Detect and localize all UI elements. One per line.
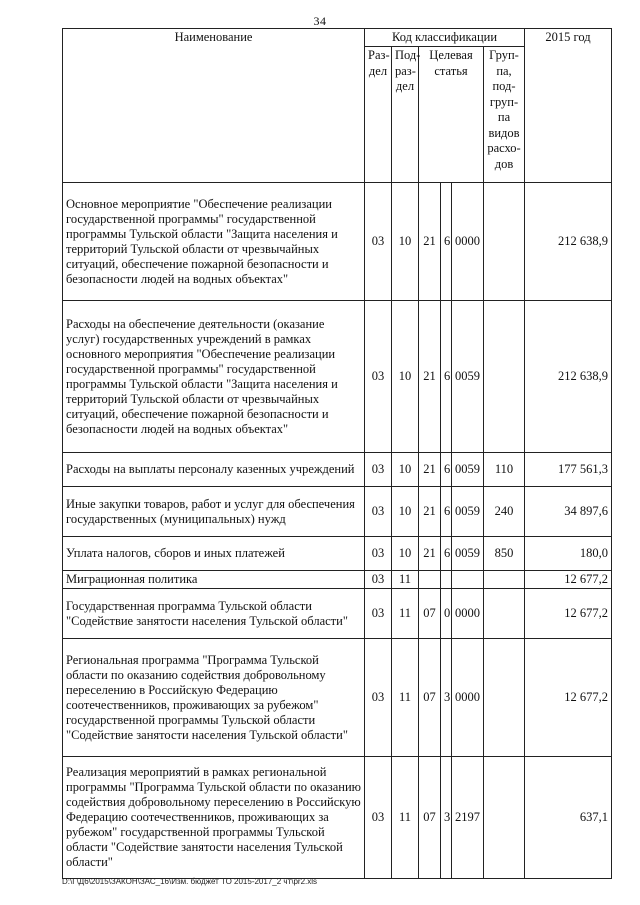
header-code-group: Код классификации <box>365 29 525 47</box>
row-target-subprogram: 3 <box>441 757 452 879</box>
page-number: 34 <box>313 14 327 28</box>
header-name: Наименование <box>63 29 365 183</box>
row-section: 03 <box>365 757 392 879</box>
row-amount: 637,1 <box>525 757 612 879</box>
row-name: Расходы на обеспечение деятельности (оказание услуг) государственных учреждений в рамках основного мероприятия "Обеспечение реализации государственной программы" государственной программы Тульской области "Защита населения и территорий Тульской области от чрезвычайных ситуаций, обеспечение пожарной безопасности и безопасности людей на водных объектах" <box>63 301 365 453</box>
header-target-item: Целевая статья <box>419 47 484 183</box>
row-target-program: 21 <box>419 301 441 453</box>
row-expense-group <box>484 757 525 879</box>
row-name: Реализация мероприятий в рамках региональной программы "Программа Тульской области по оказанию содействия добровольному переселению в Российскую Федерацию соотечественников, проживающих за рубежом" государственной программы Тульской области "Содействие занятости населения Тульской области" <box>63 757 365 879</box>
row-target-direction: 0059 <box>452 487 484 537</box>
row-target-subprogram: 6 <box>441 301 452 453</box>
row-section: 03 <box>365 589 392 639</box>
row-amount: 12 677,2 <box>525 589 612 639</box>
row-target-subprogram: 0 <box>441 589 452 639</box>
row-target-program: 07 <box>419 589 441 639</box>
row-target-direction: 0059 <box>452 301 484 453</box>
row-target-subprogram <box>441 571 452 589</box>
header-expense-group: Груп- па, под- груп- па видов расхо- дов <box>484 47 525 183</box>
table-row <box>63 537 612 571</box>
row-target-program <box>419 571 441 589</box>
row-target-subprogram: 6 <box>441 183 452 301</box>
row-name: Уплата налогов, сборов и иных платежей <box>63 537 365 571</box>
row-amount: 12 677,2 <box>525 571 612 589</box>
row-amount: 177 561,3 <box>525 453 612 487</box>
row-expense-group <box>484 589 525 639</box>
row-subsection: 11 <box>392 757 419 879</box>
row-target-direction: 0059 <box>452 537 484 571</box>
row-target-program: 21 <box>419 453 441 487</box>
row-expense-group <box>484 301 525 453</box>
row-target-program: 21 <box>419 487 441 537</box>
table-row <box>63 571 612 589</box>
row-section: 03 <box>365 639 392 757</box>
row-name: Миграционная политика <box>63 571 365 589</box>
row-subsection: 10 <box>392 537 419 571</box>
row-section: 03 <box>365 183 392 301</box>
header-year: 2015 год <box>525 29 612 183</box>
row-amount: 180,0 <box>525 537 612 571</box>
row-target-direction: 0000 <box>452 589 484 639</box>
row-amount: 212 638,9 <box>525 183 612 301</box>
row-expense-group <box>484 183 525 301</box>
row-amount: 12 677,2 <box>525 639 612 757</box>
table-row <box>63 757 612 879</box>
row-target-subprogram: 6 <box>441 453 452 487</box>
row-target-subprogram: 6 <box>441 537 452 571</box>
row-expense-group: 110 <box>484 453 525 487</box>
header-section: Раз- дел <box>365 47 392 183</box>
table-row <box>63 589 612 639</box>
row-target-direction: 0000 <box>452 183 484 301</box>
row-name: Иные закупки товаров, работ и услуг для обеспечения государственных (муниципальных) нужд <box>63 487 365 537</box>
row-subsection: 11 <box>392 639 419 757</box>
table-row <box>63 639 612 757</box>
row-subsection: 11 <box>392 589 419 639</box>
table-row <box>63 487 612 537</box>
row-target-direction: 0059 <box>452 453 484 487</box>
table-row <box>63 453 612 487</box>
row-expense-group: 240 <box>484 487 525 537</box>
header-subsection: Под- раз- дел <box>392 47 419 183</box>
row-amount: 34 897,6 <box>525 487 612 537</box>
row-target-program: 21 <box>419 183 441 301</box>
row-target-program: 07 <box>419 757 441 879</box>
row-section: 03 <box>365 487 392 537</box>
row-name: Государственная программа Тульской области "Содействие занятости населения Тульской области" <box>63 589 365 639</box>
row-subsection: 11 <box>392 571 419 589</box>
row-name: Основное мероприятие "Обеспечение реализации государственной программы" государственной программы Тульской области "Защита населения и территорий Тульской области от чрезвычайных ситуаций, обеспечение пожарной безопасности и безопасности людей на водных объектах" <box>63 183 365 301</box>
row-section: 03 <box>365 571 392 589</box>
row-subsection: 10 <box>392 487 419 537</box>
row-name: Расходы на выплаты персоналу казенных учреждений <box>63 453 365 487</box>
row-target-subprogram: 6 <box>441 487 452 537</box>
row-section: 03 <box>365 537 392 571</box>
budget-table <box>62 28 612 879</box>
row-target-program: 21 <box>419 537 441 571</box>
row-target-subprogram: 3 <box>441 639 452 757</box>
row-amount: 212 638,9 <box>525 301 612 453</box>
file-path-footer: D:\Г\Д6\2015\ЗАКОН\ЗАС_16\Изм. бюджет ТО 2015-2017_2 чт\pr2.xls <box>62 877 318 886</box>
header-row-1 <box>63 29 612 47</box>
row-subsection: 10 <box>392 183 419 301</box>
row-target-direction: 2197 <box>452 757 484 879</box>
row-subsection: 10 <box>392 453 419 487</box>
row-expense-group: 850 <box>484 537 525 571</box>
table-row <box>63 301 612 453</box>
row-target-direction: 0000 <box>452 639 484 757</box>
row-target-program: 07 <box>419 639 441 757</box>
row-section: 03 <box>365 301 392 453</box>
row-expense-group <box>484 639 525 757</box>
table-row <box>63 183 612 301</box>
row-expense-group <box>484 571 525 589</box>
row-name: Региональная программа "Программа Тульской области по оказанию содействия добровольному переселению в Российскую Федерацию соотечественников, проживающих за рубежом" государственной программы Тульской области "Содействие занятости населения Тульской области" <box>63 639 365 757</box>
row-section: 03 <box>365 453 392 487</box>
row-subsection: 10 <box>392 301 419 453</box>
row-target-direction <box>452 571 484 589</box>
